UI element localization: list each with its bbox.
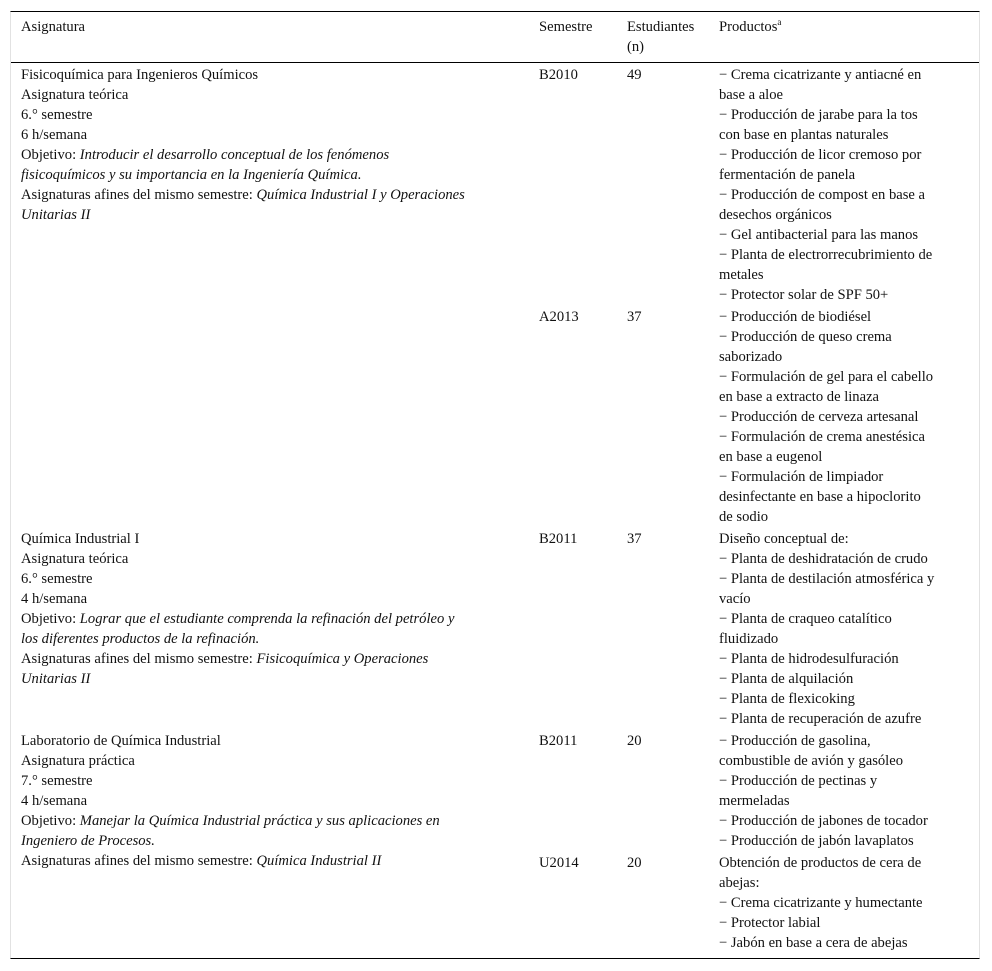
row5-products: Obtención de productos de cera de abejas: − Crema cicatrizante y humectante − Protector labial − Jabón en base a cera de abejas: [719, 855, 923, 951]
subject-laboratorio: Laboratorio de Química Industrial Asignatura práctica 7.° semestre 4 h/semana Objetivo: Manejar la Química Industrial práctica y sus aplicaciones en Ingeniero de Procesos. Asignaturas afines del mismo semestre: Química Industrial II: [21, 733, 440, 869]
subject-quimica-industrial-i: Química Industrial I Asignatura teórica 6.° semestre 4 h/semana Objetivo: Lograr que el estudiante comprenda la refinación del petróleo y los diferentes productos de la refinación. Asignaturas afines del mismo semestre: Fisicoquímica y Operaciones Unitarias II: [21, 531, 455, 687]
header-divider: [11, 62, 979, 63]
row3-students: 37: [627, 531, 642, 547]
header-semester: Semestre: [539, 19, 593, 35]
row2-products: − Producción de biodiésel − Producción de queso crema saborizado − Formulación de gel para el cabello en base a extracto de linaza − Producción de cerveza artesanal − Formulación de crema anestésica en base a eugenol − Formulación de limpiador desinfectante en base a hipoclorito de sodio: [719, 309, 934, 525]
header-products: Productos$^a$: [719, 17, 782, 35]
row4-semester: B2011: [539, 733, 578, 749]
row4-students: 20: [627, 733, 642, 749]
row1-products: − Crema cicatrizante y antiacné en base a aloe − Producción de jarabe para la tos con base en plantas naturales − Producción de licor cremoso por fermentación de panela − Producción de compost en base a desechos orgánicos − Gel antibacterial para las manos − Planta de electrorrecubrimiento de metales − Protector solar de SPF 50+: [719, 67, 933, 303]
row2-students: 37: [627, 309, 642, 325]
row1-students: 49: [627, 67, 642, 83]
data-table: [10, 11, 980, 959]
header-subject: Asignatura: [21, 19, 86, 35]
header-students: Estudiantes (n): [627, 19, 695, 55]
subject-fisicoquimica: Fisicoquímica para Ingenieros Químicos Asignatura teórica 6.° semestre 6 h/semana Objetivo: Introducir el desarrollo conceptual de los fenómenos fisicoquímicos y su importancia en la Ingeniería Química. Asignaturas afines del mismo semestre: Química Industrial I y Operaciones Unitarias II: [21, 67, 465, 223]
row3-semester: B2011: [539, 531, 578, 547]
row5-students: 20: [627, 855, 642, 871]
row1-semester: B2010: [539, 67, 578, 83]
row5-semester: U2014: [539, 855, 579, 871]
row4-products: − Producción de gasolina, combustible de avión y gasóleo − Producción de pectinas y mermeladas − Producción de jabones de tocador − Producción de jabón lavaplatos: [719, 733, 928, 849]
row3-products: Diseño conceptual de: − Planta de deshidratación de crudo − Planta de destilación atmosférica y vacío − Planta de craqueo catalítico fluidizado − Planta de hidrodesulfuración − Planta de alquilación − Planta de flexicoking − Planta de recuperación de azufre: [719, 531, 935, 727]
row2-semester: A2013: [539, 309, 579, 325]
